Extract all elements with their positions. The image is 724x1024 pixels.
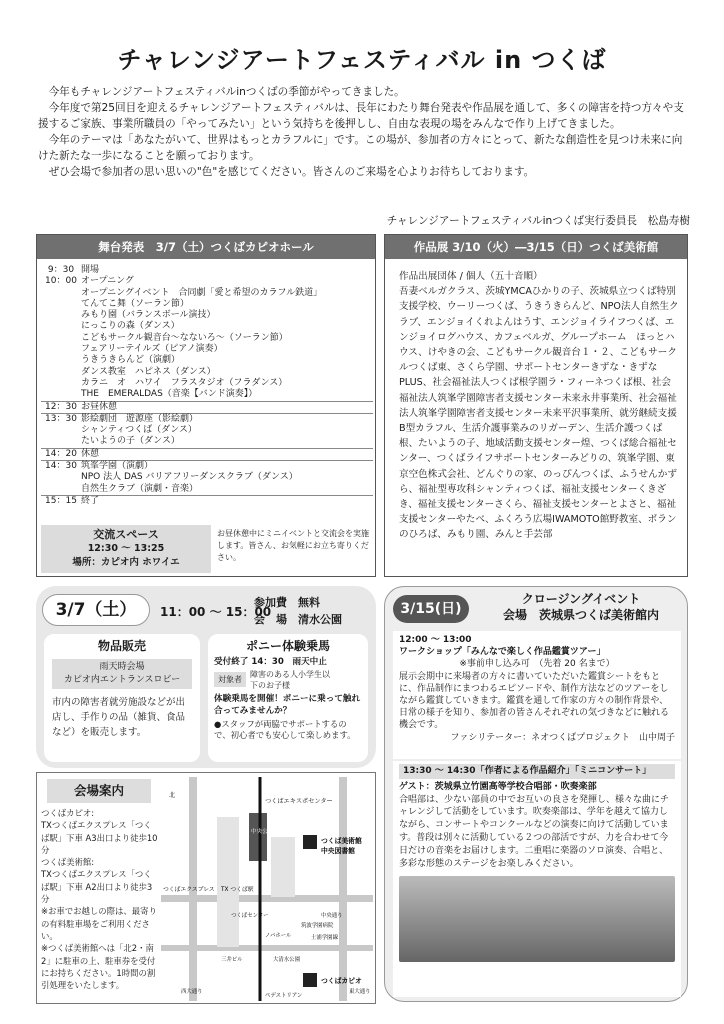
- program-row: [41, 288, 373, 299]
- program-time: 10：00: [45, 276, 77, 287]
- access-line: TXつくばエクスプレス「つくば駅」下車 A3出口より徒歩10分: [41, 820, 158, 855]
- guest-desc: 合唱部は、少ない部員の中でお互いの良さを発揮し、様々な曲にチャレンジして活動をしています。吹奏楽部は、学年を越えて協力しながら、コンサートやコンクールなどの演奏に向けて活動しています。普段は別々に活動している２つの部活ですが、力を合わせて今日だけの音楽をお届けします。二重唱に楽器のソロ演奏、合唱と、多彩な形態のステージをお楽しみください。: [399, 794, 670, 869]
- exhibitor-list: [399, 269, 679, 543]
- program-event: NPO 法人 DAS バリアフリーダンスクラブ（ダンス）: [81, 472, 298, 483]
- program-event: ダンス教室 ハピネス（ダンス）: [81, 366, 216, 377]
- program-event: みもり園（バランスボール演技）: [81, 310, 216, 321]
- program-row: [41, 448, 373, 460]
- march15-event-box: [384, 586, 688, 1002]
- exchange-title: 交流スペース: [93, 528, 159, 541]
- map-label: つくばセンター: [231, 913, 269, 919]
- program-event: シャンティつくば（ダンス）: [81, 425, 197, 436]
- program-time: [41, 321, 81, 332]
- exchange-time: 12:30 ～ 13:25: [87, 543, 165, 554]
- map-label: つくば美術館: [321, 837, 362, 845]
- fee-venue: [254, 594, 342, 628]
- map-label: ノバホール: [265, 933, 292, 939]
- program-time: [41, 389, 81, 400]
- program-event: オープニング: [81, 276, 134, 287]
- map-label: 中央図書館: [321, 847, 355, 855]
- intro-paragraph: 今年度で第25回目を迎えるチャレンジアートフェスティバルは、長年にわたり舞台発表や作品展を通して、多くの障害を持つ方々や支援するご家族、事業所職員の「やってみたい」という気持ちを後押しし、自由な表現の場をみんなで作り上げてきました。: [38, 102, 684, 131]
- exhibitor-names: 吾妻ベルガクラス、茨城YMCAひかりの子、茨城県立つくば特別支援学校、ウーリーつくば、うきうきらんど、NPO法人自然生クラブ、エンジョイくれよんはうす、エンジョイライフつくば、エンジョイログハウス、カフェベルガ、グループホーム ほっとハウス、けやきの会、こどもサークル観音台１・２、こどもサークルつくば東、さくら学園、サポートセンターきずな・きずなPLUS、社会福祉法人つくば根学園ラ・フィーネつくば根、社会福祉法人筑峯学園障害者支援センター未来永井事業所、社会福祉法人筑峯学園障害者支援センター未来平沢事業所、就労継続支援B型カラフル、生活介護事業みのリガーデン、生活介護つくば根、たいようの子、地域活動支援センター煌、つくば総合福祉センター、つくばライフサポートセンターみどりの、筑峯学園、東京空色株式会社、どんぐりの家、のっぴんつくば、ふうせんかずら、福祉型専攻科シャンティつくば、福祉支援センターくきざき、福祉支援センターさくら、福祉支援センターとよさと、福祉支援センターやたべ、ふくろう広場IWAMOTO館野教室、ボランのひろば、みもり園、みんと手芸部: [399, 286, 679, 541]
- talk-time: 13:30 ～ 14:30「作者による作品紹介」「ミニコンサート」: [399, 764, 675, 779]
- exchange-place: 場所：カピオ内 ホワイエ: [72, 557, 180, 568]
- road-tx: [161, 895, 373, 902]
- map-label: TX つくば駅: [221, 887, 254, 893]
- map-label: 大清水公園: [273, 957, 300, 963]
- program-row: [41, 401, 373, 413]
- park-block: [249, 813, 267, 861]
- program-row: [41, 310, 373, 321]
- rain-label: 雨天時会場: [99, 661, 145, 672]
- program-event: 休憩: [81, 448, 100, 459]
- march7-event-box: [36, 586, 376, 768]
- stage-program-box: [36, 234, 376, 577]
- program-time: [41, 436, 81, 447]
- closing-venue: 会場 茨城県つくば美術館内: [502, 608, 659, 622]
- workshop-panel: [393, 631, 681, 759]
- road-south: [161, 945, 373, 951]
- concert-photo: [399, 876, 675, 962]
- exhibit-header: 作品展 3/10（火）―3/15（日）つくば美術館: [385, 235, 687, 259]
- access-line: ※つくば美術館へは「北2・南2」に駐車の上、駐車券を受付にお持ちください。1時間の割引処理をいたします。: [41, 943, 156, 991]
- program-time: [41, 288, 81, 299]
- program-time: [41, 355, 81, 366]
- program-event: 終了: [81, 495, 100, 506]
- rain-place: カピオ内エントランスロビー: [63, 674, 181, 685]
- program-event: THE EMERALDAS（音楽【バンド演奏】）: [81, 389, 258, 400]
- exhibitor-list-title: 作品出展団体 / 個人（五十音順）: [399, 271, 543, 282]
- closing-header: [481, 591, 681, 623]
- program-row: [41, 367, 373, 378]
- artist-talk-panel: [393, 761, 681, 997]
- access-line: つくば美術館:: [41, 857, 95, 868]
- program-event: 自然生クラブ（演劇・音楽）: [81, 483, 199, 494]
- program-time: 9：30: [47, 265, 75, 275]
- program-row: [41, 378, 373, 389]
- program-event: 筑峯学園（演劇）: [81, 461, 154, 472]
- pony-catch: 体験乗馬を開催！ポニーに乗って触れ合ってみませんか？: [214, 693, 361, 716]
- intro-text: [38, 84, 690, 181]
- program-time: 14：30: [45, 461, 77, 472]
- ws-time: 12:00 ～ 13:00: [399, 635, 472, 645]
- intro-paragraph: 今年のテーマは「あなたがいて、世界はもっとカラフルに」です。この場が、参加者の方々にとって、新たな創造性を見つけ未来に向けた新たな一歩になることを願っております。: [38, 134, 683, 163]
- ws-facilitator: ファシリテーター：ネオつくばプロジェクト 山中周子: [450, 732, 675, 743]
- exhibition-box: [384, 234, 688, 577]
- program-row: [41, 344, 373, 355]
- program-event: にっこりの森（ダンス）: [81, 321, 180, 332]
- program-time: 14：20: [45, 448, 77, 459]
- program-time: 12：30: [45, 401, 77, 412]
- program-list: [41, 265, 373, 507]
- program-row: [41, 425, 373, 436]
- map-label: 中央通り: [321, 913, 343, 919]
- page-title: チャレンジアートフェスティバル in つくば: [117, 46, 607, 74]
- map-label: 北: [169, 792, 176, 799]
- program-row: [41, 472, 373, 483]
- rain-venue-box: [52, 659, 192, 689]
- map-label: 三井ビル: [221, 957, 243, 963]
- block-a: [217, 817, 239, 947]
- program-time: 13：30: [45, 413, 77, 424]
- access-box: [36, 772, 376, 1004]
- program-time: [41, 344, 81, 355]
- program-row: [41, 355, 373, 366]
- ws-note: ※事前申し込み可 （先着 20 名まで）: [459, 659, 615, 670]
- program-row: [41, 484, 373, 495]
- map-label: 筑波学園病院: [301, 923, 334, 929]
- program-event: 影絵劇団 遊源座（影絵劇）: [81, 413, 199, 424]
- program-row: [41, 389, 373, 400]
- access-line: つくばカピオ:: [41, 808, 95, 818]
- museum-marker: [303, 835, 317, 849]
- program-row: [41, 460, 373, 472]
- closing-title: クロージングイベント: [521, 592, 641, 606]
- program-time: [41, 425, 81, 436]
- program-row: [41, 299, 373, 310]
- pony-title: ポニー体験乗馬: [245, 639, 330, 653]
- program-time: [41, 367, 81, 378]
- program-event: たいようの子（ダンス）: [81, 436, 180, 447]
- program-time: [41, 333, 81, 344]
- program-time: [41, 484, 81, 495]
- map-label: つくばエクスプレス: [163, 887, 215, 893]
- map-label: つくばエキスポセンター: [265, 798, 333, 805]
- program-event: カラニ オ ハワイ フラスタジオ（フラダンス）: [81, 377, 288, 388]
- date-badge: 3/7（土）: [42, 594, 150, 626]
- program-row: [41, 265, 373, 276]
- sales-desc: 市内の障害者就労施設などが出店し、手作りの品（雑貨、食品など）を販売します。: [52, 696, 186, 738]
- pony-note: ●スタッフが両脇でサポートするので、初心者でも安心して楽しめます。: [214, 718, 356, 741]
- target-label: 対象者: [214, 672, 246, 687]
- exchange-note: お昼休憩中にミニイベントと交流会を実施します。皆さん、お気軽にお立ち寄りください。: [217, 529, 369, 562]
- pony-target: [208, 669, 368, 691]
- ws-title: ワークショップ「みんなで楽しく作品鑑賞ツアー」: [399, 647, 606, 658]
- kapio-marker: [303, 973, 317, 987]
- map-label: ペデストリアン: [265, 993, 303, 999]
- road-east: [339, 777, 347, 1001]
- map-label: 東大通り: [349, 989, 371, 995]
- program-row: [41, 276, 373, 287]
- fee: 参加費 無料: [254, 596, 320, 609]
- date-badge: 3/15(日): [393, 595, 469, 623]
- map-label: 中央公園: [251, 829, 274, 835]
- map-label: 西大通り: [181, 989, 203, 995]
- access-line: TXつくばエクスプレス「つくば駅」下車 A2出口より徒歩3分: [41, 869, 153, 905]
- access-text: [41, 807, 159, 991]
- access-header: 会場案内: [47, 779, 151, 803]
- signature: チャレンジアートフェスティバルinつくば実行委員長 松島寿樹: [386, 215, 690, 227]
- program-event: てんてこ舞（ソーラン節）: [81, 298, 190, 309]
- program-event: オープニングイベント 合同劇「愛と希望のカラフル鉄道」: [81, 287, 323, 298]
- program-row: [41, 495, 373, 507]
- program-time: [41, 378, 81, 389]
- stage-header: 舞台発表 3/7（土）つくばカピオホール: [37, 235, 375, 259]
- ws-desc: 展示会期中に来場者の方々に書いていただいた鑑賞シートをもとに、作品制作にまつわるエピソードや、制作方法などのツアーをしながら鑑賞していきます。鑑賞を通して作家の方々の制作背景や、日常の様子を知り、参加者の皆さんそれぞれの気づきなどに触れる機会です。: [399, 671, 670, 731]
- program-event: うきうきらんど（演劇）: [81, 355, 181, 366]
- access-map: [161, 777, 373, 1001]
- program-row: [41, 321, 373, 332]
- program-event: フェアリーテイルズ（ピアノ演奏）: [81, 344, 223, 355]
- program-time: [41, 472, 81, 483]
- goods-sale-panel: [44, 634, 200, 762]
- program-row: [41, 436, 373, 447]
- program-row: [41, 333, 373, 344]
- program-event: 開場: [81, 265, 100, 275]
- map-label: 土浦学園線: [311, 935, 338, 941]
- sales-title: 物品販売: [97, 639, 146, 653]
- intro-paragraph: ぜひ会場で参加者の思い思いの"色"を感じてください。皆さんのご来場を心よりお待ちしております。: [48, 166, 535, 179]
- intro-paragraph: 今年もチャレンジアートフェスティバルinつくばの季節がやってきました。: [48, 86, 405, 98]
- pony-deadline: 受付終了 14：30 雨天中止: [214, 656, 327, 667]
- event-time: 11：00 ～ 15：00: [160, 605, 272, 619]
- program-time: 15：15: [45, 495, 77, 506]
- program-event: こどもサークル観音台～なないろ～（ソーラン節）: [81, 332, 288, 343]
- block-b: [271, 837, 295, 897]
- guest: ゲスト：茨城県立竹園高等学校合唱部・吹奏楽部: [399, 781, 597, 792]
- venue: 会 場 清水公園: [254, 613, 342, 626]
- program-time: [41, 299, 81, 310]
- program-time: [41, 310, 81, 321]
- exchange-space: [41, 525, 211, 573]
- pony-riding-panel: [208, 634, 368, 762]
- program-row: [41, 413, 373, 425]
- program-event: お昼休憩: [81, 401, 118, 412]
- target-text: 障害のある人小学生以下のお子様: [250, 669, 330, 690]
- access-line: ※お車でお越しの際は、最寄りの有料駐車場をご利用ください。: [41, 906, 157, 941]
- map-label: つくばカピオ: [321, 977, 362, 985]
